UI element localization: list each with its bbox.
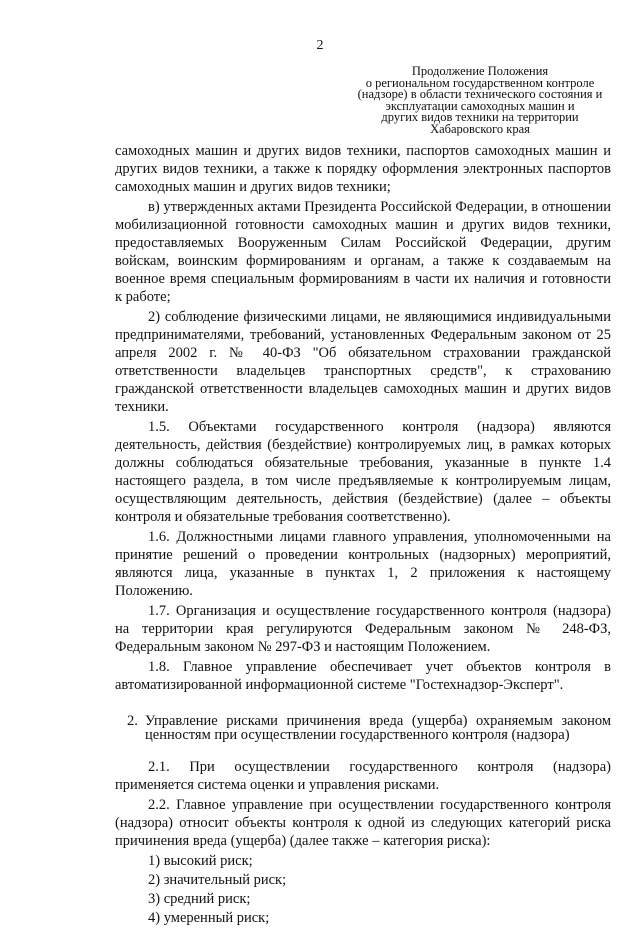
document-body	[115, 142, 611, 928]
page-number: 2	[316, 38, 324, 53]
header-line: Хабаровского края	[430, 121, 530, 136]
list-item: 4) умеренный риск;	[148, 910, 270, 926]
header-line: других видов техники на территории	[381, 110, 579, 124]
document-header	[345, 66, 615, 135]
paragraph: 2.2. Главное управление при осуществлении государственного контроля (надзора) относит объекты контроля к одной из следующих категорий риска причинения вреда (ущерба) (далее также – категория риска):	[115, 797, 611, 849]
header-line: эксплуатации самоходных машин и	[385, 98, 575, 113]
list-item: 2) значительный риск;	[148, 872, 287, 888]
paragraph: в) утвержденных актами Президента Российской Федерации, в отношении мобилизационной готовности самоходных машин и других видов техники, предоставляемых Вооруженным Силам Российской Федерации, другим войскам, воинским формированиям и органам, а также к создаваемым на военное время специальным формированиям в части их наличия и готовности к работе;	[115, 199, 611, 305]
list-item: 1) высокий риск;	[148, 853, 253, 869]
section-title: Управление рисками причинения вреда (ущерба) охраняемым законом ценностям при осуществлении государственного контроля (надзора)	[145, 713, 611, 743]
section-number: 2.	[127, 713, 138, 729]
header-line: (надзоре) в области технического состояния и	[357, 87, 603, 101]
paragraph: самоходных машин и других видов техники, паспортов самоходных машин и других видов техники, а также к порядку оформления электронных паспортов самоходных машин и других видов техники;	[115, 143, 611, 195]
paragraph: 1.8. Главное управление обеспечивает учет объектов контроля в автоматизированной информационной системе "Гостехнадзор-Эксперт".	[115, 659, 611, 693]
header-line: о региональном государственном контроле	[365, 75, 595, 90]
paragraph: 1.6. Должностными лицами главного управления, уполномоченными на принятие решений о проведении контрольных (надзорных) мероприятий, являются лица, указанные в пунктах 1, 2 приложения к настоящему Положению.	[115, 529, 611, 599]
paragraph: 1.5. Объектами государственного контроля (надзора) являются деятельность, действия (бездействие) контролируемых лиц, в рамках которых должны соблюдаться обязательные требования, указанные в пункте 1.4 настоящего раздела, в том числе предъявляемые к контролируемым лицам, осуществляющим деятельность, действия (бездействие) (далее – объекты контроля и обязательные требования соответственно).	[115, 419, 611, 525]
paragraph: 2) соблюдение физическими лицами, не являющимися индивидуальными предпринимателями, требований, установленных Федеральным законом от 25 апреля 2002 г. № 40-ФЗ "Об обязательном страховании гражданской ответственности владельцев транспортных средств", к страхованию гражданской ответственности владельцев самоходных машин и других видов техники.	[115, 309, 611, 415]
section-heading	[115, 714, 611, 742]
list-item: 3) средний риск;	[148, 891, 251, 907]
header-line: Продолжение Положения	[411, 64, 549, 78]
paragraph: 1.7. Организация и осуществление государственного контроля (надзора) на территории края регулируются Федеральным законом № 248-ФЗ, Федеральным законом № 297-ФЗ и настоящим Положением.	[115, 603, 611, 655]
paragraph: 2.1. При осуществлении государственного контроля (надзора) применяется система оценки и управления рисками.	[115, 759, 611, 793]
